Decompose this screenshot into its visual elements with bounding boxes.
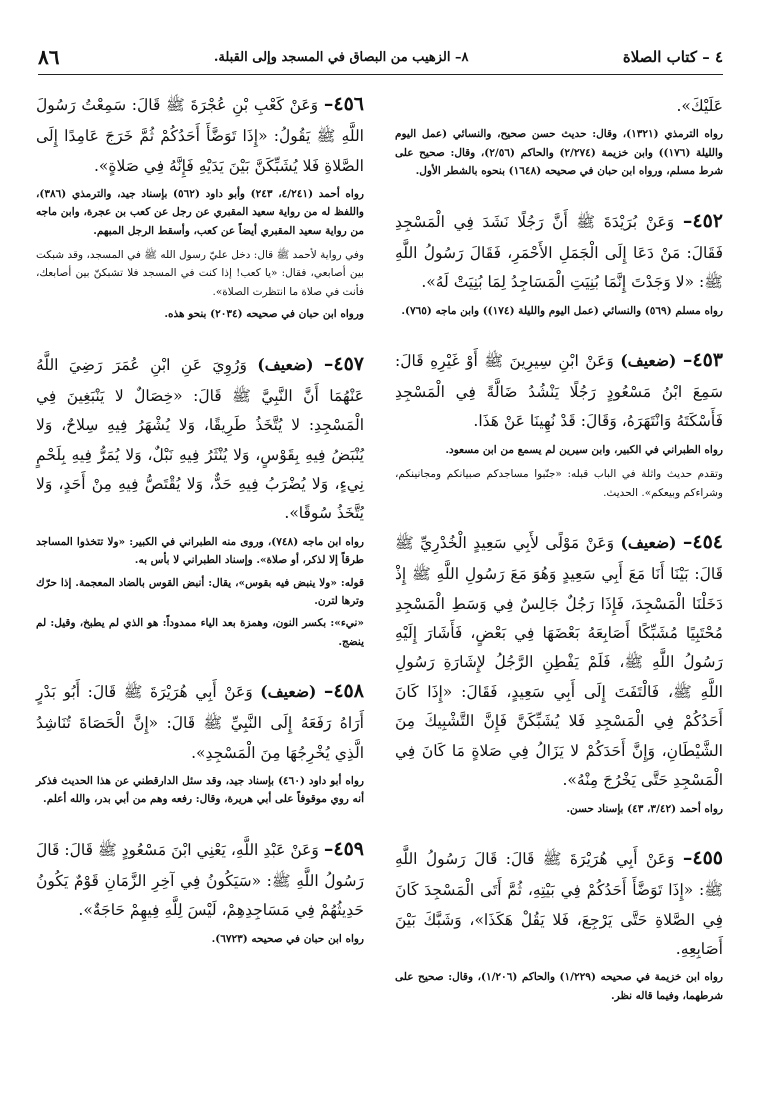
- carry-over-source: رواه الترمذي (١٣٢١)، وقال: حديث حسن صحيح، والنسائي (عمل اليوم والليلة (١٧٦)) وابن خزيمة (٢/٢٧٤) والحاكم (٢/٥٦)، وقال: صحيح على شرط مسلم، ورواه ابن حبان في صحيحه (١٦٤٨) بنحوه بالشطر الأول.: [395, 128, 723, 178]
- hadith-note: «نيء»: بكسر النون، وهمزة بعد الياء ممدوداً: هو الذي لم يطبخ، وقيل: لم ينضج.: [36, 617, 364, 648]
- hadith-source: رواه أحمد (٤/٢٤١، ٢٤٣) وأبو داود (٥٦٢) بإسناد جيد، والترمذي (٣٨٦)، واللفظ له من رواية سعيد المقبري عن رجل عن كعب بن عجرة، وابن ماجه من رواية سعيد المقبري أيضاً عن كعب، وأسقط الرجل المبهم.: [36, 187, 364, 237]
- hadith-453: [395, 342, 723, 502]
- hadith-note: قوله: «ولا ينبض فيه بقوس»، يقال: أنبض القوس بالضاد المعجمة. إذا حرّك وترها لترن.: [36, 576, 364, 607]
- chapter-title: ٤ – كتاب الصلاة: [622, 48, 723, 66]
- hadith-text: وَعَنْ مَوْلًى لأَبِي سَعِيدٍ الْخُدْرِيِّ ﷺ قَالَ: بَيْنَا أَنَا مَعَ أَبِي سَعِيدٍ وَهُوَ مَعَ رَسُولِ اللَّهِ ﷺ إِذْ دَخَلْنَا الْمَسْجِدَ، فَإِذَا رَجُلٌ جَالِسٌ فِي وَسَطِ الْمَسْجِدِ مُحْتَبِيًا مُشَبِّكًا أَصَابِعَهُ بَعْضَهَا فِي بَعْضٍ، فَأَشَارَ إِلَيْهِ رَسُولُ اللَّهِ ﷺ، فَلَمْ يَفْطِنِ الرَّجُلُ لإِشَارَةِ رَسُولِ اللَّهِ ﷺ، فَالْتَفَتَ إِلَى أَبِي سَعِيدٍ، فَقَالَ: «إِذَا كَانَ أَحَدُكُمْ فِي الْمَسْجِدِ فَلا يُشَبِّكَنَّ فَإِنَّ التَّشْبِيكَ مِنَ الشَّيْطَانِ، وَإِنَّ أَحَدَكُمْ لا يَزَالُ فِي صَلاةٍ مَا كَانَ فِي الْمَسْجِدِ حَتَّى يَخْرُجَ مِنْهُ».: [395, 534, 723, 790]
- left-column: [36, 86, 364, 948]
- carry-over-text: عَلَيْكَ».: [676, 97, 723, 115]
- hadith-source-extra: ورواه ابن حبان في صحيحه (٢٠٣٤) بنحو هذه.: [164, 308, 364, 321]
- hadith-source: رواه الطبراني في الكبير، وابن سيرين لم يسمع من ابن مسعود.: [445, 443, 723, 456]
- hadith-text: وَعَنْ بُرَيْدَةَ ﷺ أَنَّ رَجُلًا نَشَدَ فِي الْمَسْجِدِ فَقَالَ: مَنْ دَعَا إِلَى الْجَمَلِ الأَحْمَرِ، فَقَالَ رَسُولُ اللَّهِ ﷺ: «لا وَجَدْتَ إِنَّمَا بُنِيَتِ الْمَسَاجِدُ لِمَا بُنِيَتْ لَهُ».: [395, 212, 723, 292]
- section-title: ٨– الزهيب من البصاق في المسجد وإلى القبلة.: [213, 49, 469, 65]
- hadith-text: وَعَنْ ابْنِ سِيرِينَ ﷺ أَوْ غَيْرِهِ قَالَ: سَمِعَ ابْنُ مَسْعُودٍ رَجُلًا يَنْشُدُ ضَالَّةً فِي الْمَسْجِدِ فَأَسْكَتَهُ وَانْتَهَرَهُ، وَقَالَ: قَدْ نُهِينَا عَنْ هَذَا.: [395, 351, 723, 431]
- hadith-text: وَعَنْ عَبْدِ اللَّهِ، يَعْنِي ابْنَ مَسْعُودٍ ﷺ قَالَ: قَالَ رَسُولُ اللَّهِ ﷺ: «سَيَكُونُ فِي آخِرِ الزَّمَانِ قَوْمٌ يَكُونُ حَدِيثُهُمْ فِي مَسَاجِدِهِمْ، لَيْسَ لِلَّهِ فِيهِمْ حَاجَةٌ».: [36, 840, 364, 920]
- hadith-source: رواه مسلم (٥٦٩) والنسائي (عمل اليوم والليلة (١٧٤)) وابن ماجه (٧٦٥).: [401, 304, 723, 317]
- grade-tag: (ضعيف): [260, 682, 317, 702]
- hadith-number: ٤٥٥–: [682, 846, 723, 869]
- hadith-source: رواه ابن ماجه (٧٤٨)، وروى منه الطبراني في الكبير: «ولا تتخذوا المساجد طرقاً إلا لذكر، أو صلاة». وإسناد الطبراني لا بأس به.: [36, 535, 364, 567]
- hadith-455: [395, 840, 723, 1005]
- hadith-number: ٤٥٢–: [682, 209, 723, 232]
- hadith-458: [36, 673, 364, 809]
- hadith-number: ٤٥٩–: [323, 837, 364, 860]
- header-rule: [38, 74, 723, 75]
- hadith-number: ٤٥٤–: [682, 531, 723, 553]
- hadith-text: وَعَنْ أَبِي هُرَيْرَةَ ﷺ قَالَ: أَبُو بَدْرٍ أَرَاهُ رَفَعَهُ إِلَى النَّبِيِّ ﷺ قَالَ: «إِنَّ الْحَصَاةَ تُنَاشِدُ الَّذِي يُخْرِجُهَا مِنَ الْمَسْجِدِ».: [36, 683, 364, 762]
- hadith-source: رواه أبو داود (٤٦٠) بإسناد جيد، وقد سئل الدارقطني عن هذا الحديث فذكر أنه روي موقوفاً على أبي هريرة، وقال: رفعه وهم من أبي بدر، والله أعلم.: [36, 775, 364, 806]
- hadith-note: وفي رواية لأحمد ﷺ قال: دخل عليّ رسول الله ﷺ في المسجد، وقد شبكت بين أصابعي، فقال: «يا كعب! إذا كنت في المسجد فلا تشبكنّ بين أصابعك، فأنت في صلاة ما انتظرت الصلاة».: [36, 249, 364, 298]
- grade-tag: (ضعيف): [620, 533, 677, 552]
- hadith-number: ٤٥٧–: [323, 352, 364, 375]
- hadith-text: وَعَنْ كَعْبِ بْنِ عُجْرَةَ ﷺ قَالَ: سَمِعْتُ رَسُولَ اللَّهِ ﷺ يَقُولُ: «إِذَا تَوَضَّأَ أَحَدُكُمْ ثُمَّ خَرَجَ عَامِدًا إِلَى الصَّلاةِ فَلا يُشَبِّكَنَّ بَيْنَ يَدَيْهِ فَإِنَّهُ فِي صَلاةٍ».: [36, 96, 364, 175]
- hadith-number: ٤٥٣–: [682, 348, 723, 371]
- page-number: ٨٦: [38, 45, 60, 69]
- hadith-text: وَعَنْ أَبِي هُرَيْرَةَ ﷺ قَالَ: قَالَ رَسُولُ اللَّهِ ﷺ: «إِذَا تَوَضَّأَ أَحَدُكُمْ فِي بَيْتِهِ، ثُمَّ أَتَى الْمَسْجِدَ كَانَ فِي الصَّلاةِ حَتَّى يَرْجِعَ، فَلا يَقُلْ هَكَذَا»، وَشَبَّكَ بَيْنَ أَصَابِعِهِ.: [395, 849, 723, 958]
- hadith-456: [36, 86, 364, 324]
- hadith-text: وَرُوِيَ عَنِ ابْنِ عُمَرَ رَضِيَ اللَّهُ عَنْهُمَا أَنَّ النَّبِيَّ ﷺ قَالَ: «خِصَالٌ لا يَنْبَغِينَ فِي الْمَسْجِدِ: لا يُتَّخَذُ طَرِيقًا، وَلا يُشْهَرُ فِيهِ سِلاحٌ، وَلا يُنْبَضُ فِيهِ بِقَوْسٍ، وَلا يُنْثَرُ فِيهِ نَبْلٌ، وَلا يُمَرُّ فِيهِ بِلَحْمٍ نِيءٍ، وَلا يُضْرَبُ فِيهِ حَدٌّ، وَلا يُقْتَصُّ فِيهِ مِنْ أَحَدٍ، وَلا يُتَّخَذُ سُوقًا».: [36, 355, 364, 523]
- hadith-454: [395, 524, 723, 818]
- hadith-number: ٤٥٦–: [323, 93, 364, 115]
- hadith-source: رواه أحمد (٣/٤٢، ٤٣) بإسناد حسن.: [566, 802, 723, 815]
- page-header: [38, 44, 723, 70]
- hadith-452: [395, 203, 723, 320]
- hadith-source: رواه ابن خزيمة في صحيحه (١/٢٢٩) والحاكم (١/٢٠٦)، وقال: صحيح على شرطهما، وفيما قاله نظر.: [395, 971, 723, 1002]
- grade-tag: (ضعيف): [620, 350, 677, 370]
- hadith-source: رواه ابن حبان في صحيحه (٦٧٢٣).: [211, 932, 364, 945]
- hadith-457: [36, 346, 364, 652]
- grade-tag: (ضعيف): [257, 354, 314, 374]
- hadith-459: [36, 831, 364, 948]
- hadith-note: وتقدم حديث واثلة في الباب قبله: «جنّبوا مساجدكم صبيانكم ومجانينكم، وشراءكم وبيعكم». الحديث.: [395, 468, 723, 499]
- right-column: [395, 86, 723, 1005]
- hadith-number: ٤٥٨–: [323, 680, 364, 703]
